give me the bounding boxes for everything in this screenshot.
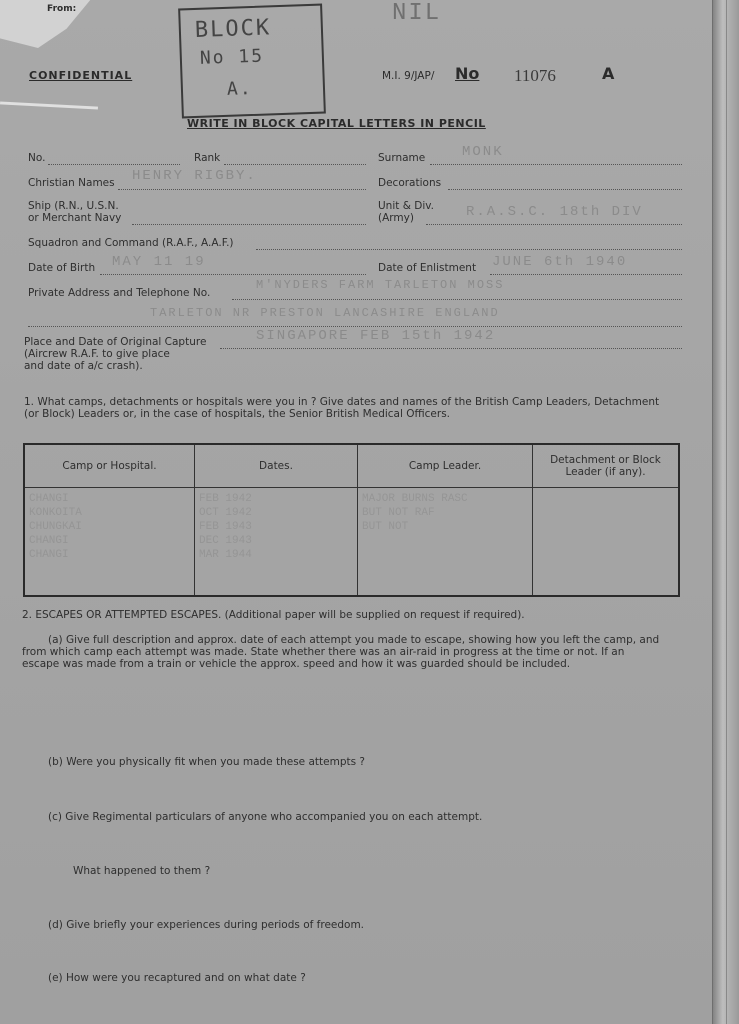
page-edge-line	[712, 0, 713, 1024]
confidential-label: CONFIDENTIAL	[29, 69, 133, 82]
squadron-line	[256, 249, 682, 250]
col-camp-or-hospital: Camp or Hospital.	[24, 444, 195, 488]
ship-label: Ship (R.N., U.S.N.	[28, 200, 119, 212]
col-detachment-leader: Detachment or Block Leader (if any).	[533, 444, 680, 488]
dates-value: FEB 1942 OCT 1942 FEB 1943 DEC 1943 MAR 1944	[199, 493, 252, 561]
question-1: 1. What camps, detachments or hospitals were you in ? Give dates and names of the British Camp Leaders, Detachment	[24, 396, 660, 408]
question-2b: (b) Were you physically fit when you made these attempts ?	[48, 756, 365, 768]
block-capitals-instruction: WRITE IN BLOCK CAPITAL LETTERS IN PENCIL	[187, 117, 486, 130]
question-2d: (d) Give briefly your experiences during periods of freedom.	[48, 919, 365, 931]
address-line-1	[232, 299, 682, 300]
rank-line	[224, 164, 366, 165]
capture-line	[220, 348, 682, 349]
christian-names-value: HENRY RIGBY.	[132, 168, 257, 184]
leader-cell	[358, 488, 533, 597]
page-edge-line	[726, 0, 727, 1024]
surname-line	[430, 164, 682, 165]
decorations-line	[448, 189, 682, 190]
camps-table	[23, 443, 680, 597]
enlistment-label: Date of Enlistment	[378, 262, 477, 274]
capture-label-3: and date of a/c crash).	[24, 360, 143, 372]
dob-value: MAY 11 19	[112, 254, 206, 270]
ship-label-2: or Merchant Navy	[28, 212, 122, 224]
christian-names-line	[118, 189, 366, 190]
stamp-line-2: No 15	[199, 45, 265, 69]
camps-cell	[24, 488, 195, 597]
col-camp-leader: Camp Leader.	[358, 444, 533, 488]
col-dates: Dates.	[195, 444, 358, 488]
from-label: From:	[47, 4, 77, 14]
ship-line	[132, 224, 366, 225]
question-2e: (e) How were you recaptured and on what date ?	[48, 972, 306, 984]
unit-value: R.A.S.C. 18th DIV	[466, 204, 643, 220]
question-2c-followup: What happened to them ?	[73, 865, 211, 877]
unit-label: Unit & Div.	[378, 200, 434, 212]
stamp-line-1: BLOCK	[194, 15, 272, 43]
leader-value: MAJOR BURNS RASC BUT NOT RAF BUT NOT	[362, 493, 468, 533]
surname-value: MONK	[462, 144, 504, 160]
stamp-line-3: A.	[226, 78, 254, 100]
unit-line	[426, 224, 682, 225]
surname-label: Surname	[378, 152, 426, 164]
capture-label-2: (Aircrew R.A.F. to give place	[24, 348, 170, 360]
no-label: No.	[28, 152, 46, 164]
capture-label: Place and Date of Original Capture	[24, 336, 207, 348]
question-2a: (a) Give full description and approx. date of each attempt you made to escape, showing how you left the camp, and	[48, 634, 660, 646]
dates-cell	[195, 488, 358, 597]
pencil-nil: NIL	[392, 0, 442, 27]
christian-names-label: Christian Names	[28, 177, 115, 189]
number-label: No	[455, 64, 480, 83]
address-value-2: TARLETON NR PRESTON LANCASHIRE ENGLAND	[150, 306, 500, 320]
form-reference: M.I. 9/JAP/	[382, 70, 435, 82]
squadron-label: Squadron and Command (R.A.F., A.A.F.)	[28, 237, 234, 249]
address-value-1: M'NYDERS FARM TARLETON MOSS	[256, 278, 505, 292]
dob-label: Date of Birth	[28, 262, 96, 274]
enlistment-value: JUNE 6th 1940	[492, 254, 628, 270]
camps-value: CHANGI KONKOITA CHUNGKAI CHANGI CHANGI	[29, 493, 82, 561]
address-label: Private Address and Telephone No.	[28, 287, 211, 299]
question-1-cont: (or Block) Leaders or, in the case of hospitals, the Senior British Medical Officers.	[24, 408, 451, 420]
question-2-heading: 2. ESCAPES OR ATTEMPTED ESCAPES. (Additional paper will be supplied on request if required).	[22, 609, 525, 621]
question-2a-cont-2: escape was made from a train or vehicle the approx. speed and how it was guarded should be included.	[22, 658, 571, 670]
dob-line	[100, 274, 366, 275]
form-number-suffix: A	[602, 64, 615, 83]
rank-label: Rank	[194, 152, 221, 164]
address-line-2	[28, 326, 682, 327]
question-2c: (c) Give Regimental particulars of anyone who accompanied you on each attempt.	[48, 811, 483, 823]
form-number: 11076	[514, 66, 556, 85]
unit-label-2: (Army)	[378, 212, 414, 224]
enlistment-line	[490, 274, 682, 275]
question-2a-cont: from which camp each attempt was made. State whether there was an air-raid in progress at the time or not. If an	[22, 646, 625, 658]
capture-value: SINGAPORE FEB 15th 1942	[256, 328, 496, 344]
no-line	[48, 164, 180, 165]
block-stamp	[178, 4, 326, 119]
detachment-cell	[533, 488, 680, 597]
decorations-label: Decorations	[378, 177, 442, 189]
